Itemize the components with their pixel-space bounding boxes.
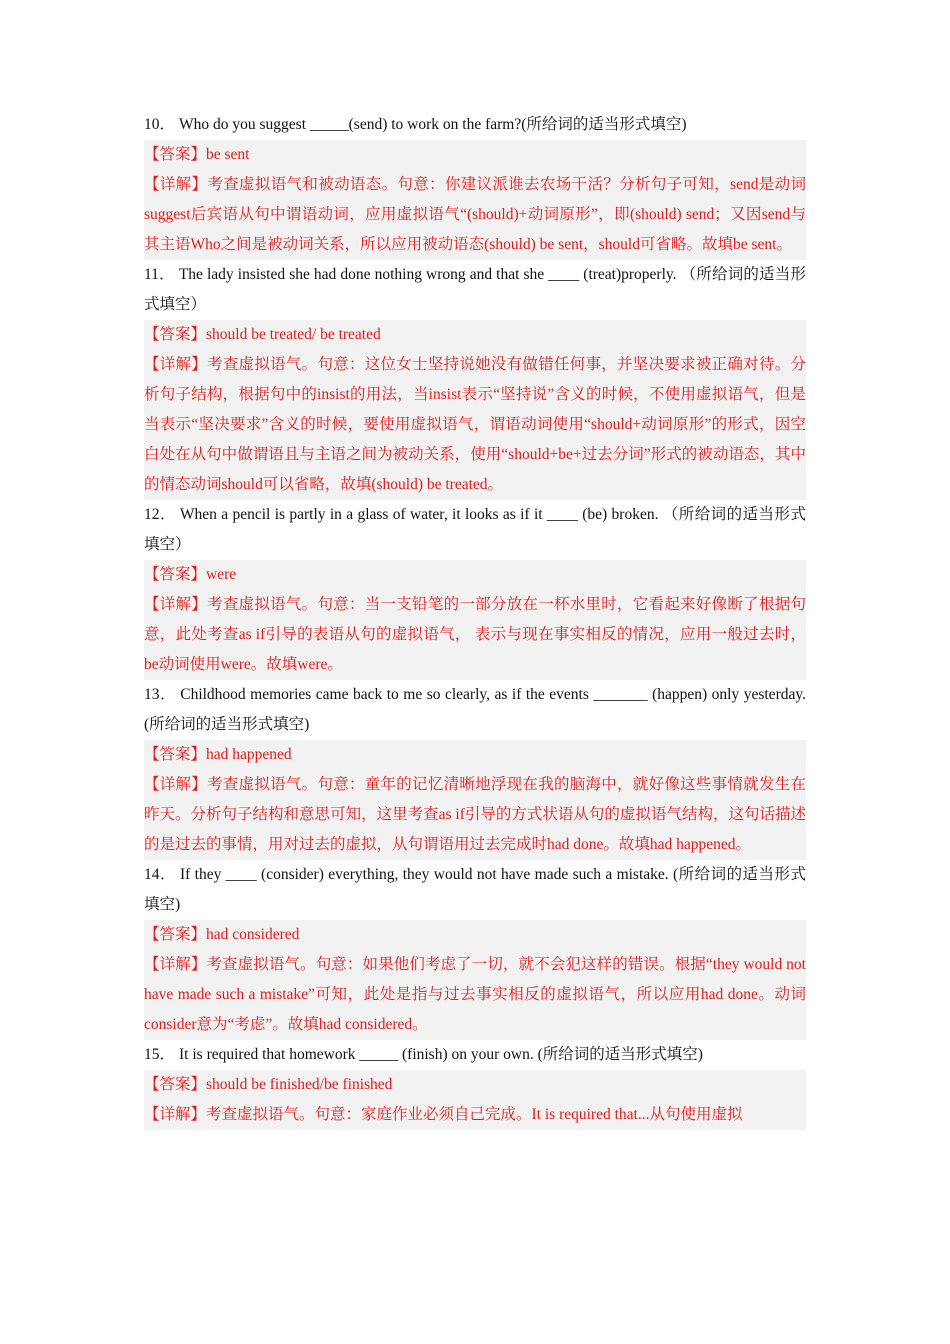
detail-label: 【详解】 [144, 356, 208, 373]
question-text [144, 500, 806, 560]
question-body: Childhood memories came back to me so clearly, as if the events _______ (happen) only yesterday. (所给词的适当形式填空) [144, 686, 806, 733]
question-text [144, 860, 806, 920]
answer-box [144, 140, 806, 260]
question-item-15 [144, 1040, 806, 1130]
question-number: 14． [144, 866, 176, 883]
question-body: If they ____ (consider) everything, they would not have made such a mistake. (所给词的适当形式填空) [144, 866, 806, 913]
answer-label: 【答案】 [144, 146, 207, 163]
answer-text: should be finished/be finished [206, 1076, 393, 1093]
question-text [144, 1040, 806, 1070]
detail-text: 考查虚拟语气。句意：童年的记忆清晰地浮现在我的脑海中，就好像这些事情就发生在昨天。分析句子结构和意思可知，这里考查as if引导的方式状语从句的虚拟语气结构，这句话描述的是过去的事情，用对过去的虚拟，从句谓语用过去完成时had done。故填had happened。 [144, 776, 806, 853]
detail-text: 考查虚拟语气。句意：当一支铅笔的一部分放在一杯水里时，它看起来好像断了根据句意，此处考查as if引导的表语从句的虚拟语气， 表示与现在事实相反的情况，应用一般过去时，be动词使用were。故填were。 [144, 596, 806, 673]
detail-label: 【详解】 [144, 776, 208, 793]
answer-box [144, 560, 806, 680]
question-item-10 [144, 110, 806, 260]
question-number: 15． [144, 1046, 176, 1063]
detail-label: 【详解】 [144, 596, 208, 613]
question-body: The lady insisted she had done nothing wrong and that she ____ (treat)properly. （所给词的适当形式填空） [144, 266, 806, 313]
question-number: 12． [144, 506, 176, 523]
question-item-12 [144, 500, 806, 680]
answer-label: 【答案】 [144, 326, 207, 343]
answer-box [144, 920, 806, 1040]
answer-text: should be treated/ be treated [206, 326, 381, 343]
answer-line [144, 140, 806, 170]
question-item-13 [144, 680, 806, 860]
detail-label: 【详解】 [144, 956, 207, 973]
answer-line [144, 920, 806, 950]
answer-box [144, 1070, 806, 1130]
question-body: It is required that homework _____ (finish) on your own. (所给词的适当形式填空) [179, 1046, 703, 1063]
answer-label: 【答案】 [144, 746, 207, 763]
detail-paragraph [144, 170, 806, 260]
answer-text: had considered [206, 926, 300, 943]
detail-paragraph [144, 590, 806, 680]
detail-text: 考查虚拟语气。句意：如果他们考虑了一切，就不会犯这样的错误。根据“they would not have made such a mistake”可知，此处是指与过去事实相反的虚拟语气，所以应用had done。动词consider意为“考虑”。故填had considered。 [144, 956, 806, 1033]
answer-label: 【答案】 [144, 926, 207, 943]
question-number: 10． [144, 116, 176, 133]
answer-line [144, 1070, 806, 1100]
detail-paragraph [144, 950, 806, 1040]
question-number: 13． [144, 686, 177, 703]
question-text [144, 110, 806, 140]
answer-text: were [206, 566, 237, 583]
answer-line [144, 560, 806, 590]
answer-box [144, 740, 806, 860]
answer-text: had happened [206, 746, 292, 763]
detail-paragraph [144, 770, 806, 860]
detail-text: 考查虚拟语气和被动语态。句意：你建议派谁去农场干活？分析句子可知，send是动词suggest后宾语从句中谓语动词，应用虚拟语气“(should)+动词原形”，即(should) send；又因send与其主语Who之间是被动词关系，所以应用被动语态(should) be sent，should可省略。故填be sent。 [144, 176, 806, 253]
question-number: 11． [144, 266, 175, 283]
detail-paragraph [144, 1100, 806, 1130]
detail-label: 【详解】 [144, 176, 208, 193]
detail-label: 【详解】 [144, 1106, 207, 1123]
answer-line [144, 740, 806, 770]
question-body: When a pencil is partly in a glass of water, it looks as if it ____ (be) broken. （所给词的适当形式填空） [144, 506, 806, 553]
answer-box [144, 320, 806, 500]
question-text [144, 260, 806, 320]
answer-line [144, 320, 806, 350]
question-item-14 [144, 860, 806, 1040]
detail-text: 考查虚拟语气。句意：这位女士坚持说她没有做错任何事，并坚决要求被正确对待。分析句子结构，根据句中的insist的用法，当insist表示“坚持说”含义的时候，不使用虚拟语气，但是当表示“坚决要求”含义的时候，要使用虚拟语气，谓语动词使用“should+动词原形”的形式，因空白处在从句中做谓语且与主语之间为被动关系，使用“should+be+过去分词”形式的被动语态，其中的情态动词should可以省略，故填(should) be treated。 [144, 356, 806, 493]
answer-label: 【答案】 [144, 566, 207, 583]
detail-text: 考查虚拟语气。句意：家庭作业必须自己完成。It is required that...从句使用虚拟 [206, 1106, 743, 1123]
question-item-11 [144, 260, 806, 500]
question-text [144, 680, 806, 740]
answer-label: 【答案】 [144, 1076, 207, 1093]
answer-text: be sent [206, 146, 250, 163]
document-page [144, 110, 806, 1130]
detail-paragraph [144, 350, 806, 500]
question-body: Who do you suggest _____(send) to work on the farm?(所给词的适当形式填空) [179, 116, 687, 133]
